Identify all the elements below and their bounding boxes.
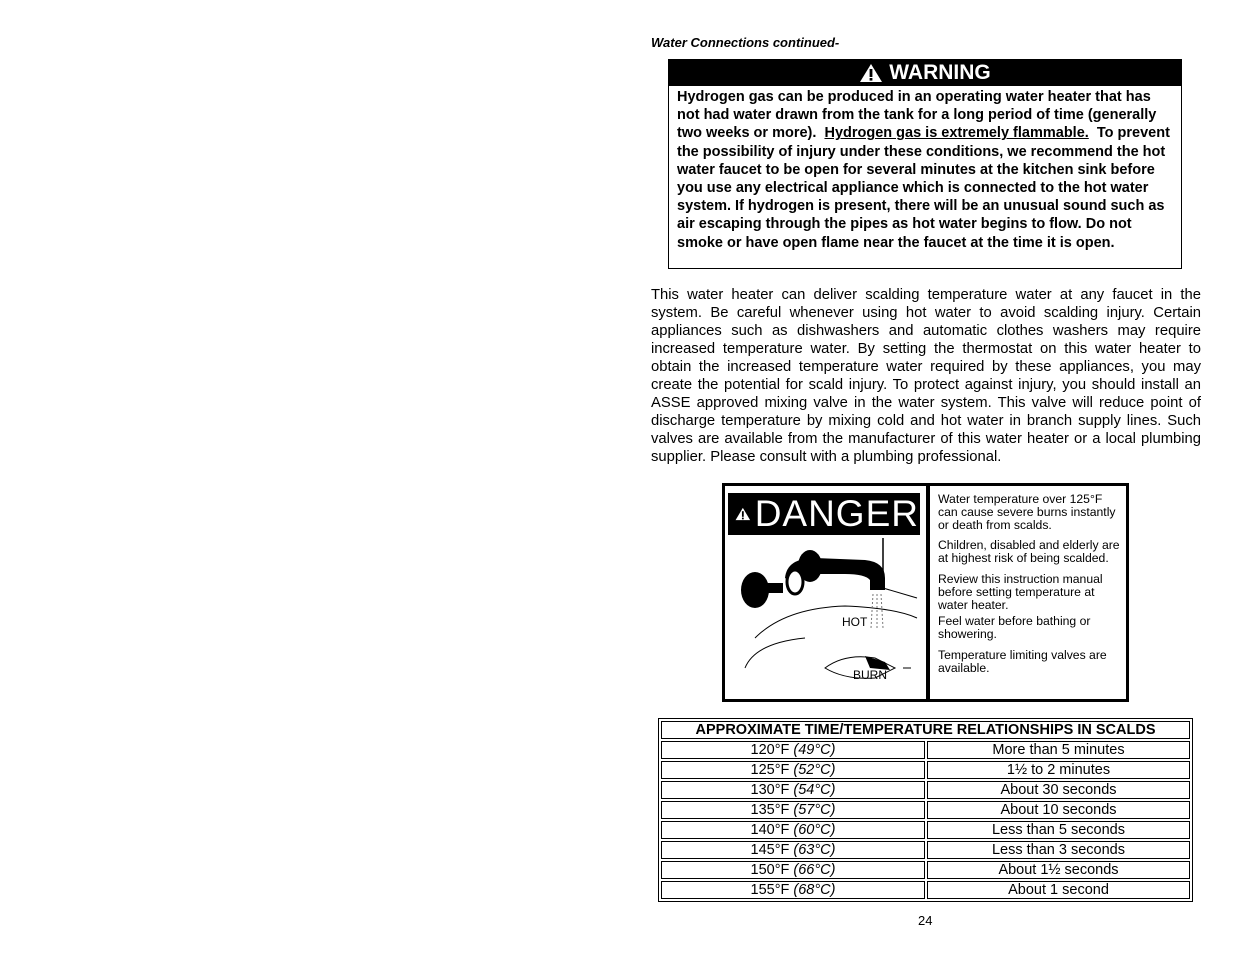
time-cell: Less than 5 seconds: [927, 821, 1190, 839]
time-cell: More than 5 minutes: [927, 741, 1190, 759]
table-row: [661, 761, 1190, 779]
table-row: [661, 821, 1190, 839]
temperature-cell: 130°F (54°C): [661, 781, 925, 799]
temperature-cell: 155°F (68°C): [661, 881, 925, 899]
burn-label: BURN: [853, 668, 888, 682]
time-cell: About 30 seconds: [927, 781, 1190, 799]
faucet-burn-illustration: [725, 538, 922, 698]
danger-triangle-icon: [735, 501, 751, 527]
table-header-row: [661, 721, 1190, 739]
danger-item: Temperature limiting valves are available.: [938, 647, 1107, 675]
table-header: APPROXIMATE TIME/TEMPERATURE RELATIONSHIPS IN SCALDS: [661, 721, 1190, 739]
danger-word: DANGER: [754, 493, 919, 534]
temperature-cell: 120°F (49°C): [661, 741, 925, 759]
scald-paragraph: This water heater can deliver scalding temperature water at any faucet in the system. Be careful whenever using hot water to avoid scalding injury. Certain appliances such as dishwashers and automatic clothes washers may require increased temperature water. By setting the thermostat on this water heater to obtain the increased temperature water required by these appliances, you may create the potential for scald injury. To protect against injury, you should install an ASSE approved mixing valve in the water system. This valve will reduce point of discharge temperature by mixing cold and hot water in branch supply lines. Such valves are available from the manufacturer of this water heater or a local plumbing supplier. Please consult with a plumbing professional.: [651, 287, 1201, 465]
warning-sentence-1: Hydrogen gas can be produced in an operating water heater that has not had water drawn from the tank for a long period of time (generally two weeks or more).: [677, 89, 1157, 142]
warning-triangle-icon: [859, 63, 883, 83]
danger-illustration: [725, 486, 930, 699]
danger-banner: [728, 493, 920, 535]
danger-item: Review this instruction manual before setting temperature at water heater.: [938, 571, 1103, 612]
temperature-cell: 140°F (60°C): [661, 821, 925, 839]
danger-label: [722, 483, 1129, 702]
page-number: 24: [918, 913, 933, 928]
section-title: Water Connections continued-: [651, 35, 840, 50]
table-row: [661, 741, 1190, 759]
warning-text: [669, 86, 1181, 252]
temperature-cell: 145°F (63°C): [661, 841, 925, 859]
warning-sentence-3: To prevent the possibility of injury under these conditions, we recommend the hot water faucet to be open for several minutes at the kitchen sink before you use any electrical appliance which is connected to the hot water system. If hydrogen is present, there will be an unusual sound such as air escaping through the pipes as hot water begins to flow. Do not smoke or have open flame near the faucet at the time it is open.: [677, 125, 1170, 251]
temperature-cell: 150°F (66°C): [661, 861, 925, 879]
time-cell: About 10 seconds: [927, 801, 1190, 819]
danger-item: Water temperature over 125°F can cause severe burns instantly or death from scalds.: [938, 492, 1116, 532]
warning-sentence-2: Hydrogen gas is extremely flammable.: [824, 125, 1089, 142]
table-row: [661, 841, 1190, 859]
hot-label: HOT: [842, 615, 868, 629]
scald-table: [658, 718, 1193, 902]
table-row: [661, 801, 1190, 819]
warning-box: [668, 59, 1182, 269]
temperature-cell: 135°F (57°C): [661, 801, 925, 819]
table-row: [661, 881, 1190, 899]
table-row: [661, 781, 1190, 799]
danger-item: Children, disabled and elderly are at highest risk of being scalded.: [938, 538, 1120, 566]
time-cell: 1½ to 2 minutes: [927, 761, 1190, 779]
temperature-cell: 125°F (52°C): [661, 761, 925, 779]
time-cell: About 1½ seconds: [927, 861, 1190, 879]
time-cell: Less than 3 seconds: [927, 841, 1190, 859]
danger-text: [930, 486, 1126, 699]
warning-header: [669, 60, 1181, 86]
warning-title: WARNING: [889, 61, 991, 84]
danger-item: Feel water before bathing or showering.: [938, 614, 1091, 642]
time-cell: About 1 second: [927, 881, 1190, 899]
table-row: [661, 861, 1190, 879]
